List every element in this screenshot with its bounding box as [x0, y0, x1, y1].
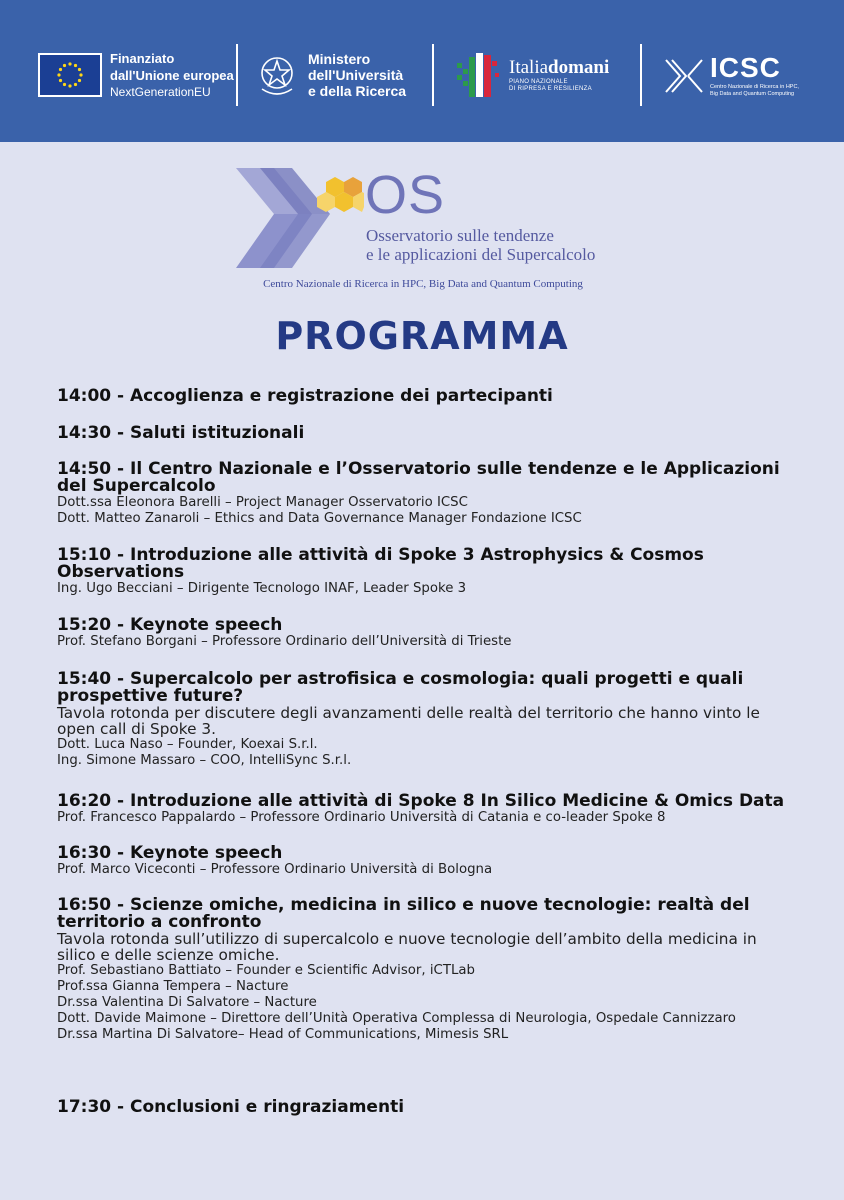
- program-heading: 14:50 - Il Centro Nazionale e l’Osservatorio sulle tendenze e le Applicazioni del Supercalcolo: [57, 459, 780, 496]
- program-heading: 16:50 - Scienze omiche, medicina in silico e nuove tecnologie: realtà del territorio a confronto: [57, 895, 750, 932]
- icsc-sub-2: Big Data and Quantum Computing: [710, 91, 795, 97]
- icsc-logo: [662, 44, 799, 106]
- speaker: Dott. Matteo Zanaroli – Ethics and Data Governance Manager Fondazione ICSC: [57, 511, 582, 526]
- speaker: Dr.ssa Valentina Di Salvatore – Nacture: [57, 995, 317, 1010]
- italia-sub-2: DI RIPRESA E RESILIENZA: [509, 86, 592, 92]
- program-heading: 14:30 - Saluti istituzionali: [57, 423, 305, 443]
- eu-flag-icon: [38, 53, 102, 97]
- program-item: [57, 425, 797, 461]
- header-divider: [640, 44, 642, 106]
- os-subtitle-2: e le applicazioni del Supercalcolo: [366, 245, 596, 264]
- program-heading: 17:30 - Conclusioni e ringraziamenti: [57, 1097, 405, 1117]
- ministry-logo: [256, 44, 406, 106]
- eu-line-1: Finanziato: [110, 50, 175, 66]
- domani-text: domani: [548, 57, 610, 78]
- header-divider: [236, 44, 238, 106]
- mur-line-1: Ministero: [308, 51, 371, 67]
- program-item: [57, 793, 797, 845]
- italia-text: Italia: [509, 57, 549, 78]
- os-x-hexagon-icon: [234, 166, 364, 276]
- header-banner: [0, 0, 844, 142]
- italy-flag-pixel-icon: [455, 49, 503, 101]
- speaker: Dott. Luca Naso – Founder, Koexai S.r.l.: [57, 737, 318, 752]
- program-item: [57, 897, 797, 1099]
- program-item: [57, 617, 797, 671]
- program-heading: 16:30 - Keynote speech: [57, 843, 283, 863]
- speaker: Prof. Marco Viceconti – Professore Ordinario Università di Bologna: [57, 862, 493, 877]
- program-list: [57, 388, 797, 1116]
- speaker: Dr.ssa Martina Di Salvatore– Head of Communications, Mimesis SRL: [57, 1027, 509, 1042]
- program-description: Tavola rotonda sull’utilizzo di supercalcolo e nuove tecnologie dell’ambito della medicina in silico e delle scienze omiche.: [57, 930, 757, 964]
- speaker: Prof. Francesco Pappalardo – Professore Ordinario Università di Catania e co-leader Spoke 8: [57, 810, 666, 825]
- program-heading: 15:40 - Supercalcolo per astrofisica e cosmologia: quali progetti e quali prospettive future?: [57, 669, 744, 706]
- program-heading: 16:20 - Introduzione alle attività di Spoke 8 In Silico Medicine & Omics Data: [57, 791, 785, 811]
- italiadomani-logo: [455, 44, 609, 106]
- mur-line-3: e della Ricerca: [308, 83, 407, 99]
- mur-line-2: dell'Università: [308, 67, 404, 83]
- header-divider: [432, 44, 434, 106]
- icsc-sub-1: Centro Nazionale di Ricerca in HPC,: [710, 84, 799, 90]
- eu-line-2: dall'Unione europea: [110, 67, 234, 83]
- os-subtitle-1: Osservatorio sulle tendenze: [366, 226, 554, 245]
- program-heading: 15:10 - Introduzione alle attività di Spoke 3 Astrophysics & Cosmos Observations: [57, 545, 704, 582]
- speaker: Dott. Davide Maimone – Direttore dell’Unità Operativa Complessa di Neurologia, Ospedale Cannizzaro: [57, 1011, 736, 1026]
- italia-sub-1: PIANO NAZIONALE: [509, 79, 568, 85]
- program-item: [57, 1099, 797, 1116]
- speaker: Dott.ssa Eleonora Barelli – Project Manager Osservatorio ICSC: [57, 495, 468, 510]
- os-logo-text: OS: [365, 165, 446, 225]
- program-description: Tavola rotonda per discutere degli avanzamenti delle realtà del territorio che hanno vinto le open call di Spoke 3.: [57, 704, 760, 738]
- program-item: [57, 845, 797, 897]
- ministry-emblem-icon: [256, 51, 298, 99]
- speaker: Prof. Stefano Borgani – Professore Ordinario dell’Università di Trieste: [57, 634, 512, 649]
- page-title: PROGRAMMA: [275, 314, 569, 358]
- icsc-x-icon: [662, 54, 706, 96]
- program-heading: 14:00 - Accoglienza e registrazione dei partecipanti: [57, 386, 553, 406]
- speaker: Prof.ssa Gianna Tempera – Nacture: [57, 979, 289, 994]
- program-item: [57, 461, 797, 547]
- program-item: [57, 671, 797, 793]
- program-item: [57, 388, 797, 425]
- observatory-logo: [234, 162, 634, 292]
- speaker: Ing. Simone Massaro – COO, IntelliSync S.r.l.: [57, 753, 352, 768]
- speaker: Prof. Sebastiano Battiato – Founder e Scientific Advisor, iCTLab: [57, 963, 475, 978]
- eu-line-3: NextGenerationEU: [110, 84, 211, 99]
- speaker: Ing. Ugo Becciani – Dirigente Tecnologo INAF, Leader Spoke 3: [57, 581, 467, 596]
- program-item: [57, 547, 797, 617]
- centro-line: Centro Nazionale di Ricerca in HPC, Big Data and Quantum Computing: [263, 278, 583, 290]
- program-heading: 15:20 - Keynote speech: [57, 615, 283, 635]
- icsc-name: ICSC: [710, 52, 781, 83]
- eu-funding-logo: [38, 44, 234, 106]
